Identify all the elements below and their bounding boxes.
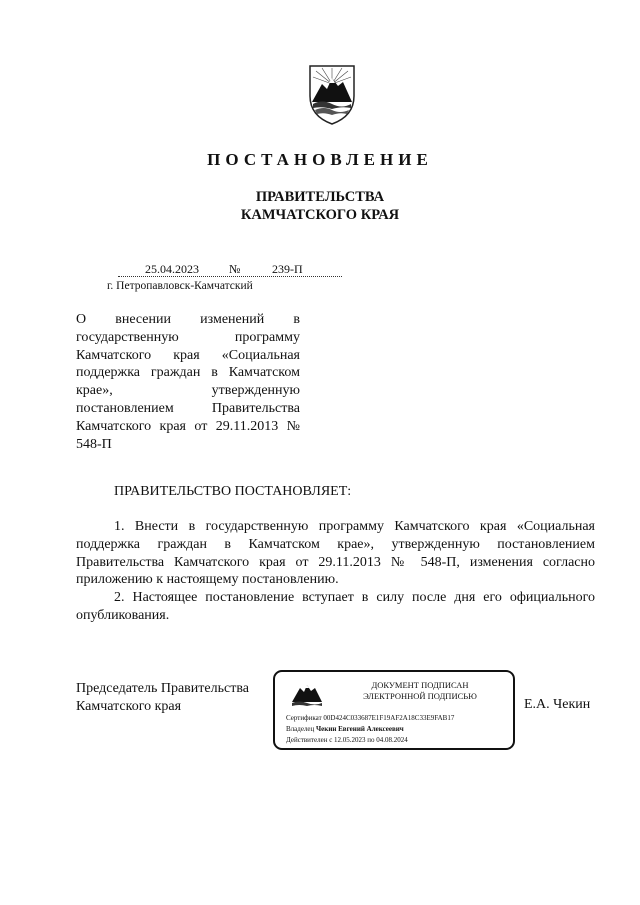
signer-title-line2: Камчатского края — [76, 699, 182, 714]
resolves-heading: ПРАВИТЕЛЬСТВО ПОСТАНОВЛЯЕТ: — [114, 484, 352, 499]
signer-title — [76, 680, 249, 716]
signer-title-line1: Председатель Правительства — [76, 681, 249, 696]
stamp-title — [330, 680, 510, 702]
city: г. Петропавловск-Камчатский — [107, 280, 253, 292]
electronic-signature-stamp — [273, 670, 515, 750]
document-subject: О внесении изменений в государственную программу Камчатского края «Социальная поддержка граждан в Камчатском крае», утвержденную постановлением Правительства Камчатского края от 29.11.2013 № 548-П — [76, 312, 300, 452]
stamp-certificate: Сертификат 00D424C033687E1F19AF2A18C33E9FAB17 — [286, 714, 455, 722]
stamp-title-line2: ЭЛЕКТРОННОЙ ПОДПИСЬЮ — [363, 691, 477, 701]
stamp-owner-name: Чекин Евгений Алексеевич — [316, 725, 404, 733]
issuing-authority — [0, 188, 640, 224]
document-number: 239-П — [272, 262, 303, 276]
number-sign: № — [229, 262, 241, 276]
signer-name: Е.А. Чекин — [524, 697, 591, 712]
body-item-2: 2. Настоящее постановление вступает в силу после дня его официального опубликования. — [76, 590, 595, 623]
stamp-owner-label: Владелец — [286, 725, 315, 733]
document-title: ПОСТАНОВЛЕНИЕ — [207, 150, 433, 169]
kamchatka-coat-of-arms-icon — [300, 62, 364, 126]
date-number-line — [118, 262, 342, 277]
stamp-owner — [286, 725, 404, 733]
stamp-title-line1: ДОКУМЕНТ ПОДПИСАН — [371, 680, 469, 690]
stamp-validity: Действителен с 12.05.2023 по 04.08.2024 — [286, 736, 408, 744]
issuing-authority-line2: КАМЧАТСКОГО КРАЯ — [240, 207, 400, 223]
document-body — [76, 518, 595, 625]
body-item-1: 1. Внести в государственную программу Камчатского края «Социальная поддержка граждан в Камчатском крае», утвержденную постановлением Правительства Камчатского края от 29.11.2013 № 548-П, изменения согласно приложению к настоящему постановлению. — [76, 519, 595, 588]
stamp-emblem-icon — [290, 682, 324, 708]
issuing-authority-line1: ПРАВИТЕЛЬСТВА — [255, 189, 385, 205]
document-date: 25.04.2023 — [145, 262, 199, 276]
